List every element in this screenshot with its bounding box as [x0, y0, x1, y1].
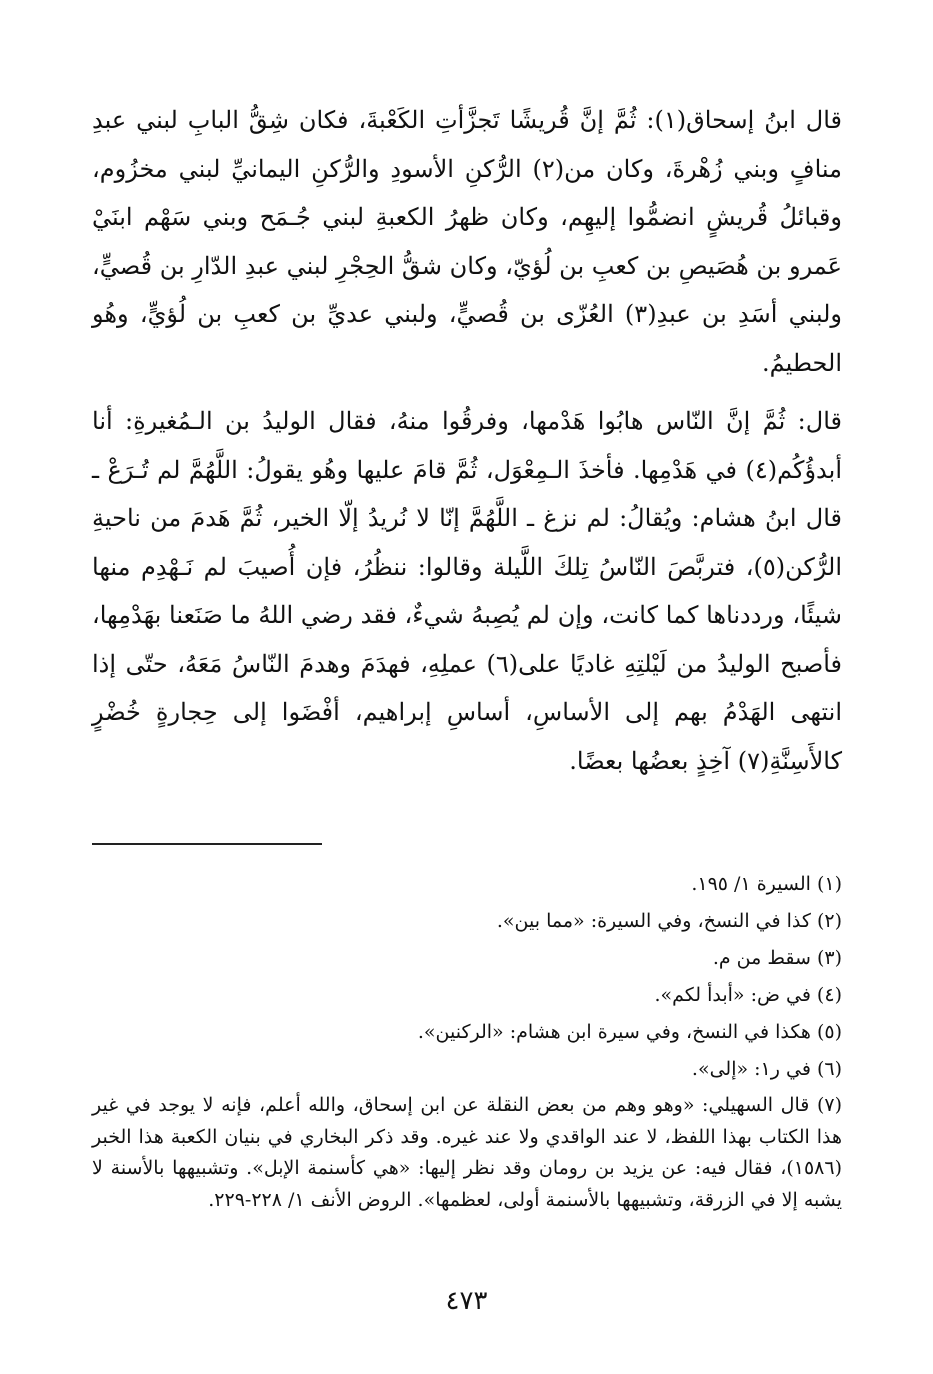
footnote-7: (٧) قال السهيلي: «وهو وهم من بعض النقلة عن ابن إسحاق، والله أعلم، فإنه لا يوجد في غير هذا الكتاب بهذا اللفظ، لا عند الواقدي ولا عند غيره. وقد ذكر البخاري في بنيان الكعبة هذا الخبر (١٥٨٦)، فقال فيه: عن يزيد بن رومان وقد نظر إليها: «هي كأسنمة الإبل». وتشبيهها بالأسنة لا يشبه إلا في الزرقة، وتشبيهها بالأسنمة أولى، لعظمها». الروض الأنف ١/ ٢٢٨-٢٢٩. [92, 1094, 842, 1211]
footnote-divider [92, 843, 322, 845]
footnote-1: (١) السيرة ١/ ١٩٥. [691, 873, 842, 895]
footnote-5: (٥) هكذا في النسخ، وفي سيرة ابن هشام: «الركنين». [417, 1021, 842, 1043]
footnote-3: (٣) سقط من م. [712, 947, 842, 969]
paragraph-1: قال ابنُ إسحاق(١): ثُمَّ إنَّ قُريشًا تَجزَّأتِ الكَعْبةَ، فكان شِقُّ البابِ لبني عبدِ منافٍ وبني زُهْرةَ، وكان من(٢) الرُّكنِ الأسودِ والرُّكنِ اليمانيِّ لبني مخزُوم، وقبائلُ قُريشٍ انضمُّوا إليهِم، وكان ظهرُ الكعبةِ لبني جُـمَح وبني سَهْم ابنَيْ عَمرو بن هُصَيصِ بن كعبِ بن لُؤيّ، وكان شقُّ الحِجْرِ لبني عبدِ الدّارِ بن قُصيٍّ، ولبني أسَدِ بن عبدِ(٣) العُزّى بن قُصيٍّ، ولبني عديِّ بن كعبِ بن لُؤيٍّ، وهُو الحطيمُ. [92, 106, 842, 377]
paragraph-2: قال: ثُمَّ إنَّ النّاس هابُوا هَدْمها، وفرقُوا منهُ، فقال الوليدُ بن الـمُغيرةِ: أنا أبدؤُكُم(٤) في هَدْمِها. فأخذَ الـمِعْوَل، ثُمَّ قامَ عليها وهُو يقولُ: اللَّهُمَّ لم تُـرَعْ ـ قال ابنُ هشام: ويُقالُ: لم نزغ ـ اللَّهُمَّ إنّا لا نُريدُ إلّا الخير، ثُمَّ هَدمَ من ناحيةِ الرُّكن(٥)، فتربَّصَ النّاسُ تِلكَ اللَّيلة وقالوا: ننظُرُ، فإن أُصيبَ لم نَـهْدِم منها شيئًا، ورددناها كما كانت، وإن لم يُصِبهُ شيءٌ، فقد رضي اللهُ ما صَنَعنا بهَدْمِها، فأصبح الوليدُ من لَيْلتِهِ غاديًا على(٦) عملِهِ، فهدَمَ وهدمَ النّاسُ مَعَهُ، حتّى إذا انتهى الهَدْمُ بهم إلى الأساسِ، أساسِ إبراهيم، أفْضَوا إلى حِجارةٍ خُضْرٍ كالأَسِنَّةِ(٧) آخِذٍ بعضُها بعضًا. [92, 407, 843, 775]
footnotes [92, 866, 842, 1216]
footnote-6: (٦) في ر١: «إلى». [691, 1058, 842, 1080]
footnote-4: (٤) في ض: «أبدأ لكم». [654, 984, 842, 1006]
page-number: ٤٧٣ [445, 1286, 488, 1316]
main-text [92, 96, 842, 785]
footnote-2: (٢) كذا في النسخ، وفي السيرة: «مما بين». [496, 910, 842, 932]
